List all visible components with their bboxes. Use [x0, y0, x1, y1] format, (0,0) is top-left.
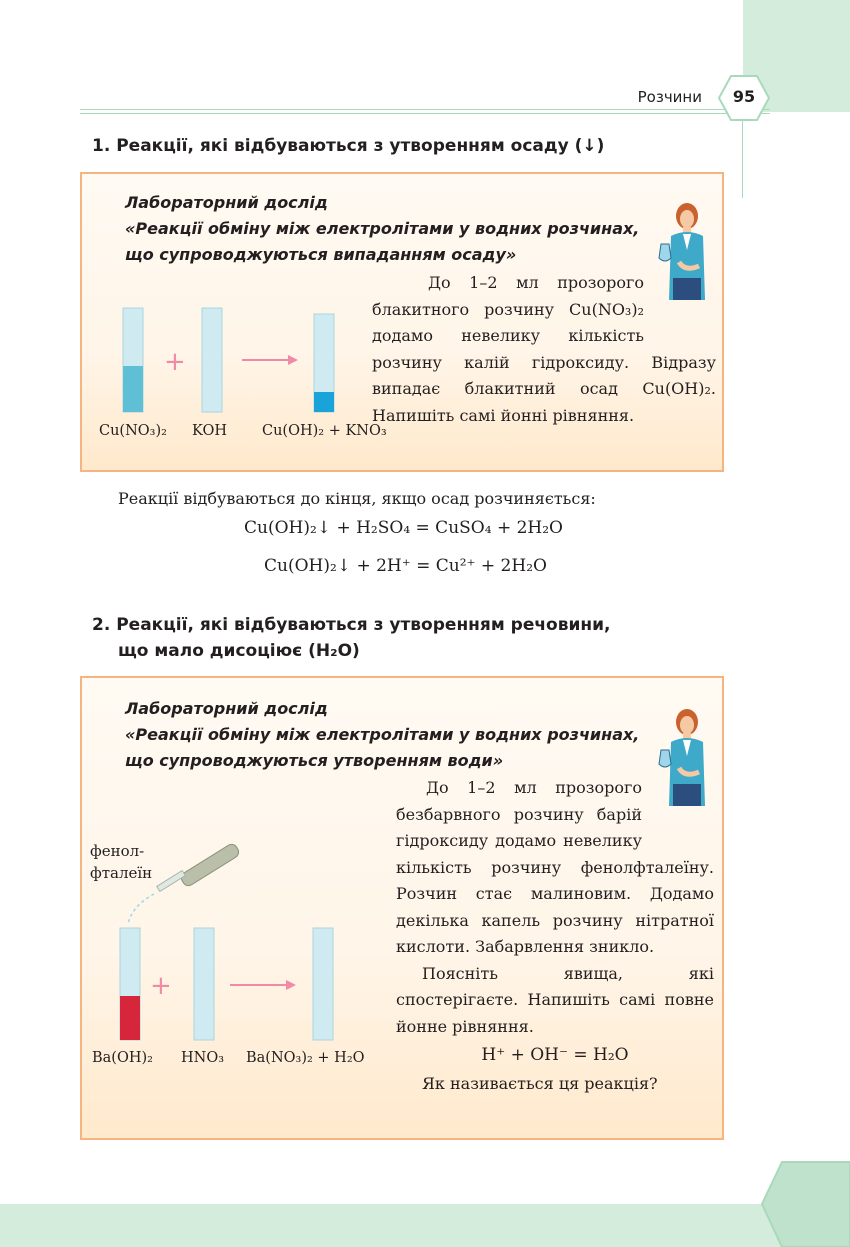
equation-1: Cu(OH)₂↓ + H₂SO₄ = CuSO₄ + 2H₂O: [244, 518, 563, 538]
lab2-title-line3: що супроводжуються утворенням води»: [125, 751, 504, 770]
tubes-diagram-2: [110, 836, 360, 1046]
equation-2: Cu(OH)₂↓ + 2H⁺ = Cu²⁺ + 2H₂O: [264, 556, 547, 576]
page-number-badge: [718, 75, 770, 121]
lab2-label-hno3: HNO₃: [181, 1050, 225, 1066]
lab1-title-line2: «Реакції обміну між електролітами у водних розчинах,: [125, 219, 640, 238]
lab2-title: [125, 696, 639, 774]
lab2-label-ba-oh: Ba(OH)₂: [92, 1050, 153, 1066]
lab2-text-1-content: До 1–2 мл прозорого безбарвного розчину барій гідроксиду додамо невелику кількість розчину фенолфталеїну. Розчин стає малиновим. Додамо декілька капель розчину нітратної кислоти. Забарвлення зникло.: [396, 778, 714, 956]
section2-heading-line2: що мало дисоціює (H₂O): [118, 641, 360, 661]
lab2-equation: H⁺ + OH⁻ = H₂O: [481, 1045, 629, 1065]
tubes-diagram-1: [110, 302, 355, 420]
page-number: 95: [732, 87, 756, 106]
lab2-question: Як називається ця реакція?: [422, 1073, 658, 1093]
lab1-title: [125, 190, 639, 268]
plus-sign: +: [164, 347, 186, 377]
plus-sign-2: +: [150, 971, 172, 1001]
lab1-label-koh: KOH: [192, 423, 227, 439]
footer-band: [0, 1204, 850, 1247]
section1-after-text: Реакції відбуваються до кінця, якщо осад розчиняється:: [118, 489, 596, 508]
lab1-label-cu-no3: Cu(NO₃)₂: [99, 423, 167, 439]
lab2-title-line1: Лабораторний дослід: [125, 699, 328, 718]
lab1-text-content: До 1–2 мл прозорого блакитного розчину Cu(NO₃)₂ додамо невелику кількість розчину калій гідроксиду. Відразу випадає блакитний осад Cu(OH)₂. Напишіть самі йонні рівняння.: [372, 273, 716, 425]
lab1-title-line3: що супроводжуються випаданням осаду»: [125, 245, 517, 264]
indicator-label-line1: фенол-: [90, 842, 145, 860]
pipette-icon: [157, 842, 241, 891]
arrow-right-icon-2: [286, 980, 296, 990]
header-line: [80, 109, 770, 110]
section1-heading: 1. Реакції, які відбуваються з утворенням осаду (↓): [92, 136, 605, 156]
lab1-title-line1: Лабораторний дослід: [125, 193, 328, 212]
indicator-label-line2: фталеїн: [90, 864, 153, 882]
header-vertical-line: [742, 112, 743, 198]
header-line-2: [80, 113, 770, 114]
lab2-text-2: Поясніть явища, які спостерігаєте. Напишіть самі повне йонне рівняння.: [396, 963, 714, 1036]
lab1-label-products: Cu(OH)₂ + KNO₃: [262, 423, 387, 439]
lab2-text-container: [396, 775, 714, 1097]
lab2-title-line2: «Реакції обміну між електролітами у водних розчинах,: [125, 725, 640, 744]
section2-heading-line1: 2. Реакції, які відбуваються з утворенням речовини,: [92, 615, 611, 635]
lab1-text-container: [372, 270, 716, 429]
arrow-right-icon: [288, 355, 298, 365]
lab2-label-products: Ba(NO₃)₂ + H₂O: [246, 1050, 365, 1066]
footer-corner-hexagon: [760, 1160, 850, 1247]
chapter-title: Розчини: [637, 88, 702, 106]
